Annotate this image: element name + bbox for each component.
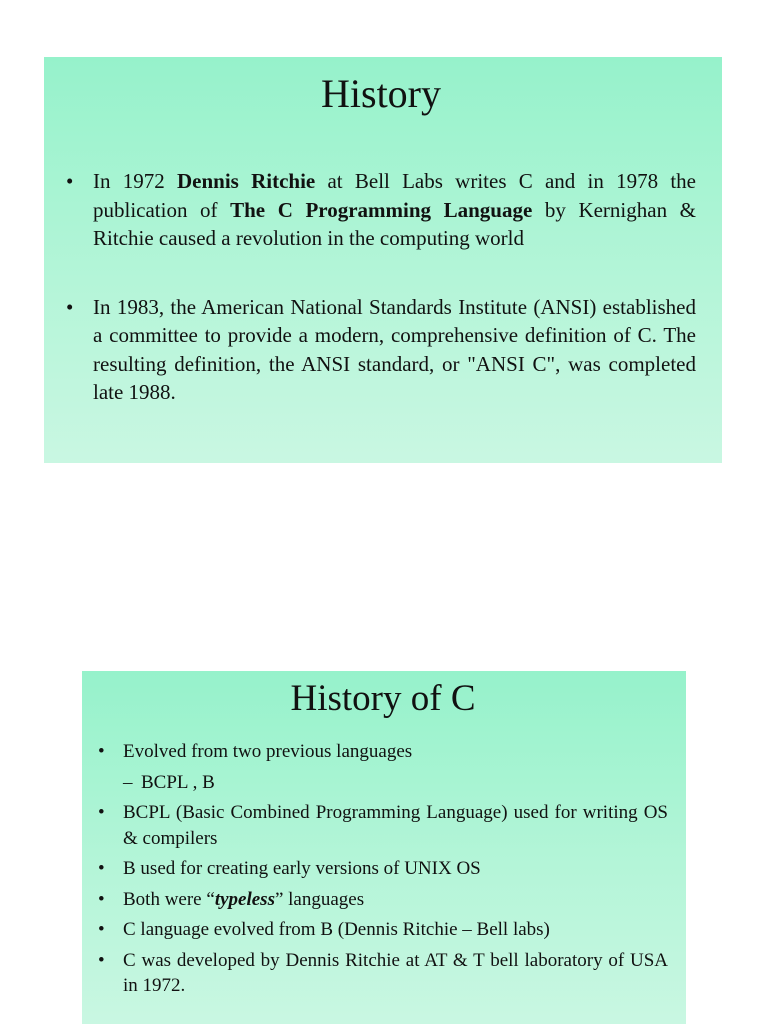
bullet-list bbox=[98, 739, 668, 999]
bullet-item-att-1972 bbox=[98, 948, 668, 999]
emphasis-typeless: typeless bbox=[214, 888, 275, 910]
bullet-icon: • bbox=[98, 888, 105, 910]
slide-title-history: History bbox=[321, 71, 441, 116]
bullet-icon: • bbox=[66, 169, 74, 193]
bullet-text: In 1972 bbox=[93, 169, 177, 193]
bold-book-title: The C Programming Language bbox=[230, 197, 533, 222]
bullet-text: Evolved from two previous languages bbox=[123, 741, 413, 762]
bullet-icon: • bbox=[98, 949, 105, 971]
history-slide bbox=[44, 57, 722, 463]
bullet-text: In 1983, the American National Standards Institute (ANSI) established a committee to provide a modern, comprehensive definition of C. The resulting definition, the ANSI standard, or "ANSI C", was completed late 1988. bbox=[93, 294, 696, 404]
bullet-text: B used for creating early versions of UNIX OS bbox=[123, 858, 481, 879]
bullet-icon: • bbox=[98, 802, 105, 823]
bullet-item-1972 bbox=[66, 167, 696, 253]
bullet-text: Both were “ bbox=[123, 888, 215, 910]
sub-bullet-item-bcpl-b bbox=[98, 770, 668, 796]
bullet-text: at Bell Labs writes C and in 1978 the publication of bbox=[93, 169, 697, 222]
bullet-text: C language evolved from B (Dennis Ritchie – Bell labs) bbox=[123, 919, 550, 940]
bullet-icon: • bbox=[98, 919, 105, 940]
bullet-text: BCPL (Basic Combined Programming Language) used for writing OS & compilers bbox=[123, 802, 668, 849]
bold-name-dennis-ritchie: Dennis Ritchie bbox=[176, 169, 316, 193]
bullet-item-b-unix bbox=[98, 856, 668, 882]
bullet-item-1983 bbox=[66, 293, 696, 407]
bullet-text: BCPL , B bbox=[141, 771, 215, 793]
history-of-c-slide bbox=[82, 671, 686, 1024]
bullet-item-evolved bbox=[98, 739, 668, 765]
bullet-item-typeless bbox=[98, 887, 668, 913]
dash-icon: – bbox=[123, 771, 133, 793]
bullet-text: C was developed by Dennis Ritchie at AT & T bell laboratory of USA in 1972. bbox=[123, 949, 668, 996]
bullet-list bbox=[66, 167, 696, 407]
bullet-icon: • bbox=[98, 858, 105, 879]
bullet-text: ” languages bbox=[274, 888, 365, 910]
bullet-icon: • bbox=[98, 741, 105, 762]
bullet-text: by Kernighan & Ritchie caused a revolution in the computing world bbox=[93, 197, 696, 250]
slide-title-history-of-c: History of C bbox=[290, 678, 476, 719]
bullet-item-bcpl bbox=[98, 800, 668, 851]
bullet-icon: • bbox=[66, 294, 74, 319]
bullet-item-c-from-b bbox=[98, 917, 668, 943]
